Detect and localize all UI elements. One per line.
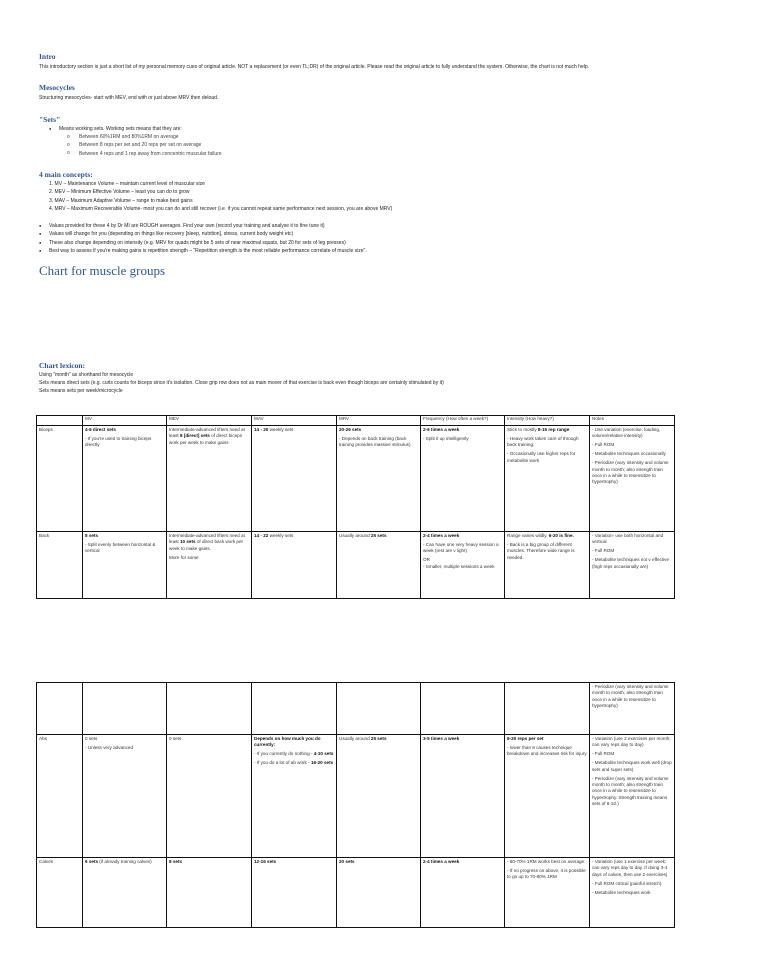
muscle-name: Back (37, 532, 83, 599)
sets-sub-item: o Between 60%1RM and 80%1RM on average (67, 133, 222, 141)
muscle-chart-table-continued (36, 682, 675, 928)
lexicon-line: Sets means direct sets (e.g. curls counts for biceps since it's isolation. Close grip row does not as main mover of that exercise is back even though biceps are certainly stimulated by it) (39, 380, 444, 386)
header-cell-notes: Notes (590, 416, 675, 426)
cell-mev: Intermediate-advanced lifters need at least 8 [direct] sets of direct biceps work per week to make gains (167, 426, 252, 532)
muscle-chart-table (36, 415, 675, 599)
muscle-name: Abs (37, 735, 83, 858)
table-row-back-continued (37, 683, 675, 735)
table-row-biceps (37, 426, 675, 532)
cell-notes: - Use variation (exercise, loading, volume/relative intensity) - Full ROM - Metabolite techniques occasionally - Periodize (vary intensity and volume month to month; also strength train once in a while to resensitize to hypertrophy) (590, 426, 675, 532)
cell-frequency: 3-5 times a week (421, 735, 505, 858)
concepts-notes (29, 222, 367, 255)
table-header-row (37, 416, 675, 426)
concept-item: 1. MV – Maintenance Volume – maintain current level of muscular size (49, 181, 205, 187)
cell-intensity: Range varies wildly. 6-20 is fine. - Back is a big group of different muscles. Therefore wide range is needed. (505, 532, 590, 599)
header-cell-frequency: Frequency (How often a week?) (421, 416, 505, 426)
cell-mv: 4-6 direct sets - If you're used to training biceps directly (83, 426, 167, 532)
sets-sublist (67, 133, 222, 158)
cell-mv: 6 sets (if already training calves) (83, 858, 167, 928)
cell-intensity: - 60-70% 1RM works best on average - If no progress on above, it is possible to go up to 70-80% 1RM (505, 858, 590, 928)
table-row-back (37, 532, 675, 599)
concepts-list (49, 180, 392, 213)
muscle-name: Calves (37, 858, 83, 928)
header-cell-mv: MV (83, 416, 167, 426)
cell-frequency: 2-6 times a week - Split it up intelligently (421, 426, 505, 532)
cell-notes: - Variation- use both horizontal and vertical - Full ROM - Metabolite techniques not v effective (high reps occasionally are) (590, 532, 675, 599)
lexicon-line: Sets means sets per week/microcycle (39, 388, 123, 394)
cell-mev: 8 sets (167, 858, 252, 928)
intro-text: This introductory section is just a short list of my personal memory cues of original article. NOT a replacement (or even TL;DR) of the original article. Please read the original article to fully understand the system. Otherwise, the chart is not much help. (39, 64, 590, 70)
concept-note: ● These also change depending on intensity (e.g. MRV for quads might be 5 sets of near maximal squats, but 20 for sets of leg presses) (29, 239, 367, 247)
table-row-calves (37, 858, 675, 928)
cell-frequency: 2-4 times a week (421, 858, 505, 928)
sets-sub-item: o Between 8 reps per set and 20 reps per set on average (67, 141, 222, 149)
header-cell-mev: MEV (167, 416, 252, 426)
cell-mv: 8 sets - Split evenly between horizontal & vertical (83, 532, 167, 599)
concept-note: ● Best way to assess if you're making gains is repetition strength – "Repetition strength is the most reliable performance correlate of muscle size". (29, 247, 367, 255)
chart-title: Chart for muscle groups (39, 263, 166, 278)
cell-mrv: Usually around 25 sets (337, 735, 421, 858)
cell-mav: Depends on how much you do currently: - If you currently do nothing - 4-10 sets - If you do a lot of ab work - 16-20 sets (252, 735, 337, 858)
concept-item: 3. MAV – Maximum Adaptive Volume – range to make best gains (49, 197, 193, 204)
table-row-abs (37, 735, 675, 858)
sets-sub-item: o Between 4 reps and 1 rep away from concentric muscular failure (67, 150, 222, 158)
cell-intensity: Stick to mostly 8-15 rep range - Heavy work taken care of through back training. - Occasionally use higher reps for metabolite work (505, 426, 590, 532)
cell-notes: - Variation (use 1 exercise per week; can vary reps day to day. If doing 3-4 days of calves, then use 2 exercises) - Full ROM critical (painful stretch) - Metabolite techniques work (590, 858, 675, 928)
cell-frequency: 2-4 times a week - Can have one very heavy session a week (rest are v light) OR - Smaller, multiple sessions a week (421, 532, 505, 599)
mesocycles-text: Structuring mesocycles- start with MEV, end with or just above MRV then deload. (39, 95, 219, 101)
cell-mav: 14 - 20 weekly sets (252, 426, 337, 532)
concept-note: ● Values provided for these 4 by Dr MI are ROUGH averages. Find your own (record your training and analyse it to fine tune it) (29, 222, 367, 230)
sets-bullet: ● Means working sets. Working sets means that they are: (39, 125, 182, 133)
concepts-heading: 4 main concepts: (39, 170, 93, 179)
cell-notes: - Variation (use 2 exercises per month; can vary reps day to day) - Full ROM - Metabolite techniques work well (drop sets and super sets) - Periodize (vary intensity and volume month to month; also strength train once in a while to resensitize to hypertrophy. Strength training means sets of 6-10.) (590, 735, 675, 858)
cell-mrv: 20 sets (337, 858, 421, 928)
muscle-name: Biceps (37, 426, 83, 532)
lexicon-heading: Chart lexicon: (39, 361, 86, 370)
header-cell (37, 416, 83, 426)
concept-note: ● Values will change for you (depending on things like recovery [sleep, nutrition], stress, current body weight etc) (29, 230, 367, 238)
cell-mav: 12-16 sets (252, 858, 337, 928)
concept-item: 4. MRV – Maximum Recoverable Volume- most you can do and still recover (i.e. if you cannot repeat same performance next session, you are above MRV) (49, 205, 393, 212)
cell-mrv: 20-26 sets - Depends on back training (back training provides massive stimulus) (337, 426, 421, 532)
cell-mev: 0 sets (167, 735, 252, 858)
sets-heading: "Sets" (39, 115, 61, 124)
lexicon-line: Using "month" as shorthand for mesocycle (39, 372, 134, 378)
concept-item: 2. MEV – Minimum Effective Volume – least you can do to grow (49, 189, 190, 196)
header-cell-intensity: Intensity (How heavy?) (505, 416, 590, 426)
cell-notes: - Periodize (vary intensity and volume month to month; also strength train once in a while to resensitize to hypertrophy) (590, 683, 675, 735)
header-cell-mrv: MRV (337, 416, 421, 426)
intro-heading: Intro (39, 52, 56, 61)
cell-intensity: 8-20 reps per set - lower than 8 causes technique breakdown and increases risk for injury (505, 735, 590, 858)
mesocycles-heading: Mesocycles (39, 83, 75, 92)
cell-mrv: Usually around 25 sets (337, 532, 421, 599)
cell-mav: 14 - 22 weekly sets (252, 532, 337, 599)
header-cell-mav: MAV (252, 416, 337, 426)
cell-mv: 0 sets - Unless very advanced (83, 735, 167, 858)
cell-mev: Intermediate-advanced lifters need at least 10 sets of direct back work per week to make gains. More for some (167, 532, 252, 599)
